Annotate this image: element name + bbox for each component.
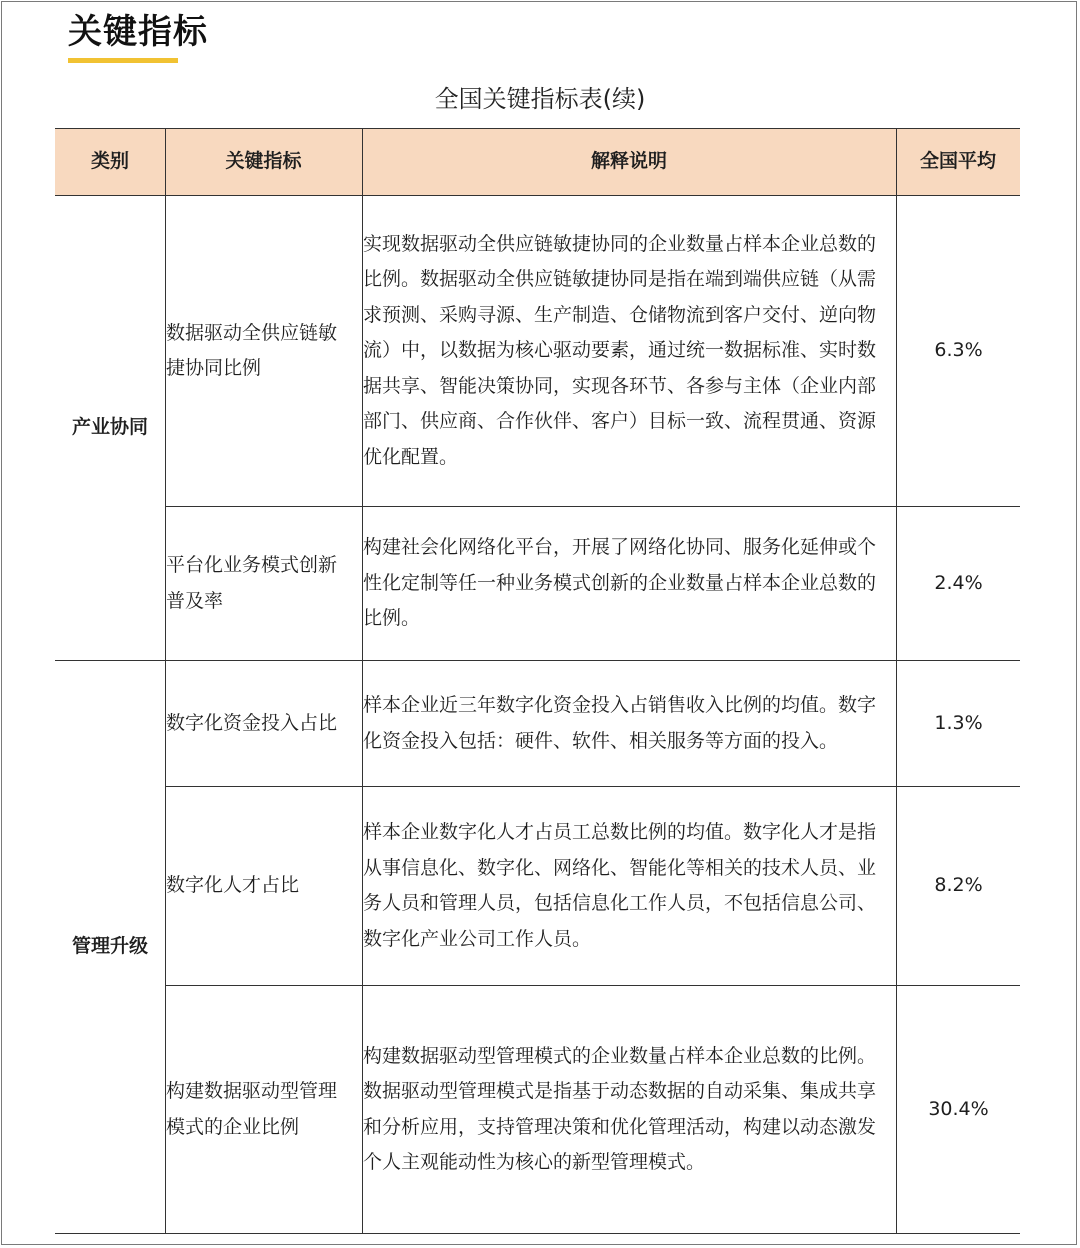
- header-description: 解释说明: [590, 149, 667, 172]
- indicator-cell: 构建数据驱动型管理模式的企业比例: [166, 1080, 338, 1138]
- category-cell: 管理升级: [71, 935, 148, 958]
- description-cell: 样本企业近三年数字化资金投入占销售收入比例的均值。数字化资金投入包括：硬件、软件、相关服务等方面的投入。: [363, 694, 877, 752]
- national-average-value: 8.2%: [934, 874, 983, 897]
- category-cell: 产业协同: [71, 416, 148, 439]
- header-national-average: 全国平均: [919, 149, 996, 172]
- indicator-cell: 数字化资金投入占比: [166, 711, 338, 734]
- description-cell: 构建社会化网络化平台，开展了网络化协同、服务化延伸或个性化定制等任一种业务模式创新的企业数量占样本企业总数的比例。: [363, 536, 877, 630]
- header-category: 类别: [90, 149, 129, 172]
- indicator-cell: 数据驱动全供应链敏捷协同比例: [166, 321, 338, 379]
- indicator-cell: 平台化业务模式创新普及率: [166, 554, 338, 612]
- table-caption: 全国关键指标表(续): [434, 85, 646, 113]
- national-average-value: 1.3%: [934, 711, 983, 734]
- description-cell: 样本企业数字化人才占员工总数比例的均值。数字化人才是指从事信息化、数字化、网络化、智能化等相关的技术人员、业务人员和管理人员，包括信息化工作人员，不包括信息公司、数字化产业公司工作人员。: [363, 821, 877, 950]
- national-average-value: 30.4%: [928, 1097, 989, 1120]
- page-heading: 关键指标: [68, 12, 208, 52]
- national-average-value: 2.4%: [934, 571, 983, 594]
- header-indicator: 关键指标: [225, 149, 302, 172]
- indicator-cell: 数字化人才占比: [166, 874, 300, 897]
- rule-bottom: [55, 1233, 1020, 1234]
- heading-underline: [68, 58, 178, 63]
- description-cell: 实现数据驱动全供应链敏捷协同的企业数量占样本企业总数的比例。数据驱动全供应链敏捷协同是指在端到端供应链（从需求预测、采购寻源、生产制造、仓储物流到客户交付、逆向物流）中，以数据为核心驱动要素，通过统一数据标准、实时数据共享、智能决策协同，实现各环节、各参与主体（企业内部部门、供应商、合作伙伴、客户）目标一致、流程贯通、资源优化配置。: [363, 232, 877, 468]
- national-average-value: 6.3%: [934, 339, 983, 362]
- description-cell: 构建数据驱动型管理模式的企业数量占样本企业总数的比例。数据驱动型管理模式是指基于动态数据的自动采集、集成共享和分析应用，支持管理决策和优化管理活动，构建以动态激发个人主观能动性为核心的新型管理模式。: [363, 1044, 877, 1173]
